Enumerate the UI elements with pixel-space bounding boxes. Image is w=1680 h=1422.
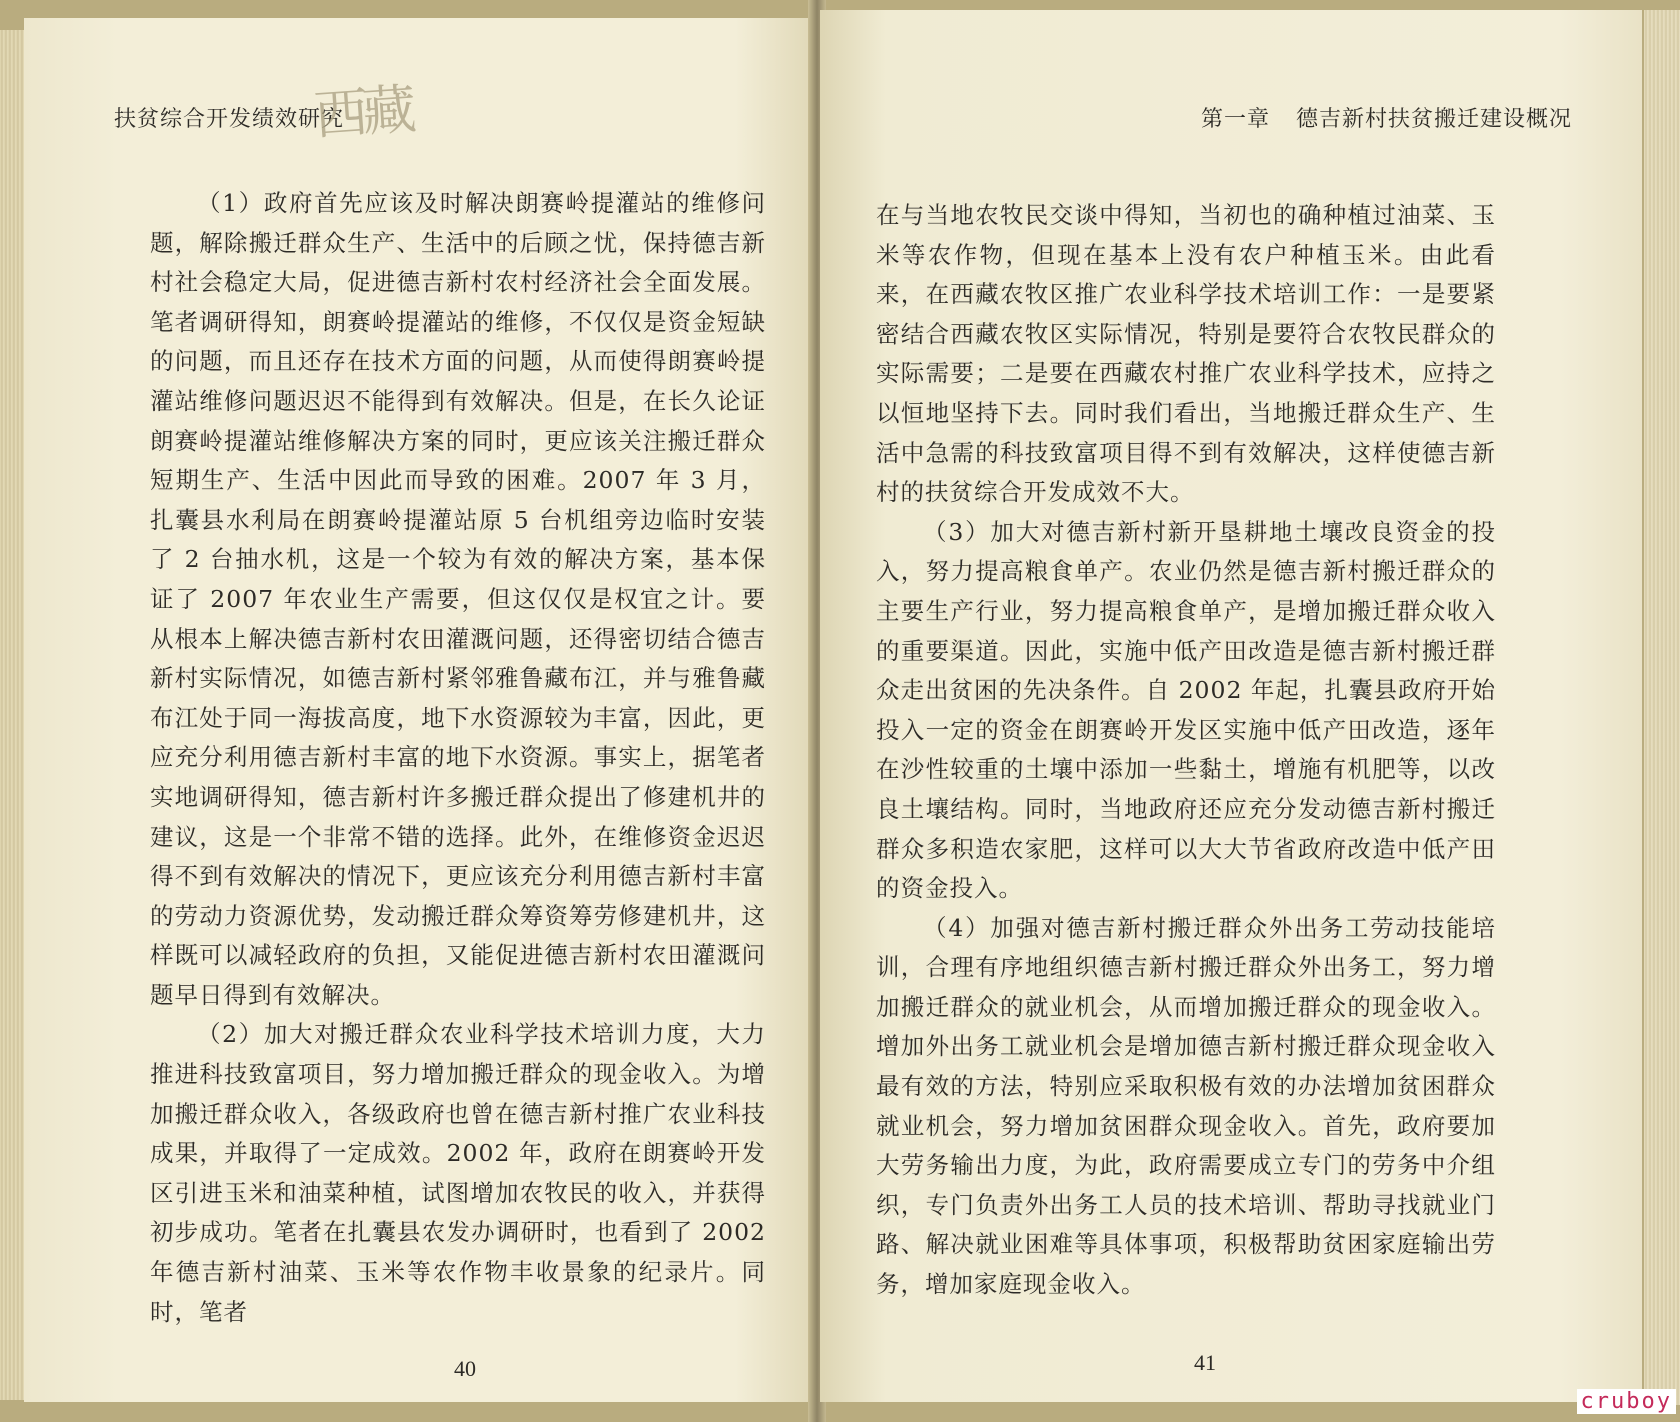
paragraph-continuation: 在与当地农牧民交谈中得知，当初也的确种植过油菜、玉米等农作物，但现在基本上没有农户种植玉米。由此看来，在西藏农牧区推广农业科学技术培训工作：一是要紧密结合西藏农牧区实际情况，特别是要符合农牧民群众的实际需要；二是要在西藏农村推广农业科学技术，应持之以恒地坚持下去。同时我们看出，当地搬迁群众生产、生活中急需的科技致富项目得不到有效解决，这样使德吉新村的扶贫综合开发成效不大。	[876, 201, 1496, 507]
chapter-label: 第一章	[1200, 107, 1270, 132]
watermark-text: cruboy	[1577, 1389, 1676, 1414]
paragraph-4: （4）加强对德吉新村搬迁群众外出务工劳动技能培训，合理有序地组织德吉新村搬迁群众外出务工，努力增加搬迁群众的就业机会，从而增加搬迁群众的现金收入。增加外出务工就业机会是增加德吉新村搬迁群众现金收入最有效的方法，特别应采取积极有效的办法增加贫困群众就业机会，努力增加贫困群众现金收入。首先，政府要加大劳务输出力度，为此，政府需要成立专门的劳务中介组织，专门负责外出务工人员的技术培训、帮助寻找就业门路、解决就业困难等具体事项，积极帮助贫困家庭输出劳务，增加家庭现金收入。	[876, 913, 1496, 1299]
book-edge-right	[1644, 10, 1680, 1405]
chapter-title: 德吉新村扶贫搬迁建设概况	[1295, 107, 1572, 132]
running-head-right	[1201, 102, 1572, 133]
book-edge-left	[0, 30, 26, 1400]
page-number-left: 40	[454, 1356, 476, 1381]
right-page	[820, 10, 1642, 1402]
left-text-block	[150, 184, 766, 1332]
paragraph-1: （1）政府首先应该及时解决朗赛岭提灌站的维修问题，解除搬迁群众生产、生活中的后顾之忧，保持德吉新村社会稳定大局，促进德吉新村农村经济社会全面发展。笔者调研得知，朗赛岭提灌站的维修，不仅仅是资金短缺的问题，而且还存在技术方面的问题，从而使得朗赛岭提灌站维修问题迟迟不能得到有效解决。但是，在长久论证朗赛岭提灌站维修解决方案的同时，更应该关注搬迁群众短期生产、生活中因此而导致的困难。2007 年 3 月，扎囊县水利局在朗赛岭提灌站原 5 台机组旁边临时安装了 2 台抽水机，这是一个较为有效的解决方案，基本保证了 2007 年农业生产需要，但这仅仅是权宜之计。要从根本上解决德吉新村农田灌溉问题，还得密切结合德吉新村实际情况，如德吉新村紧邻雅鲁藏布江，并与雅鲁藏布江处于同一海拔高度，地下水资源较为丰富，因此，更应充分利用德吉新村丰富的地下水资源。事实上，据笔者实地调研得知，德吉新村许多搬迁群众提出了修建机井的建议，这是一个非常不错的选择。此外，在维修资金迟迟得不到有效解决的情况下，更应该充分利用德吉新村丰富的劳动力资源优势，发动搬迁群众筹资筹劳修建机井，这样既可以减轻政府的负担，又能促进德吉新村农田灌溉问题早日得到有效解决。	[150, 189, 767, 1009]
right-text-block	[876, 196, 1496, 1305]
left-page	[24, 18, 814, 1402]
running-head-left: 扶贫综合开发绩效研究	[114, 107, 345, 132]
paragraph-3: （3）加大对德吉新村新开垦耕地土壤改良资金的投入，努力提高粮食单产。农业仍然是德吉新村搬迁群众的主要生产行业，努力提高粮食单产，是增加搬迁群众收入的重要渠道。因此，实施中低产田改造是德吉新村搬迁群众走出贫困的先决条件。自 2002 年起，扎囊县政府开始投入一定的资金在朗赛岭开发区实施中低产田改造，逐年在沙性较重的土壤中添加一些黏土，增施有机肥等，以改良土壤结构。同时，当地政府还应充分发动德吉新村搬迁群众多积造农家肥，这样可以大大节省政府改造中低产田的资金投入。	[876, 517, 1496, 903]
paragraph-2: （2）加大对搬迁群众农业科学技术培训力度，大力推进科技致富项目，努力增加搬迁群众的现金收入。为增加搬迁群众收入，各级政府也曾在德吉新村推广农业科技成果，并取得了一定成效。2002 年，政府在朗赛岭开发区引进玉米和油菜种植，试图增加农牧民的收入，并获得初步成功。笔者在扎囊县农发办调研时，也看到了 2002 年德吉新村油菜、玉米等农作物丰收景象的纪录片。同时，笔者	[150, 1020, 766, 1326]
seal-stamp: 西藏	[312, 77, 413, 148]
page-number-right: 41	[1194, 1350, 1216, 1375]
